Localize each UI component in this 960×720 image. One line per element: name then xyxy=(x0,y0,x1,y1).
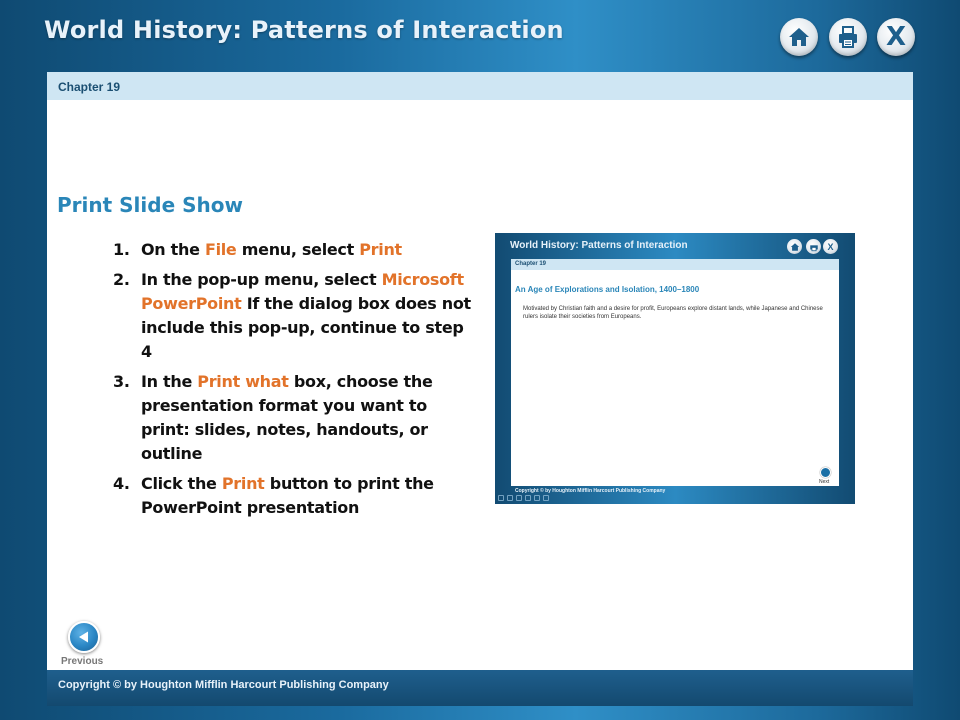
app-title: World History: Patterns of Interaction xyxy=(44,16,564,44)
previous-button[interactable] xyxy=(68,621,100,653)
step-text-part: On the xyxy=(141,240,205,259)
close-icon: X xyxy=(885,22,907,52)
chapter-bar xyxy=(47,72,913,100)
step-text xyxy=(141,370,473,466)
close-button[interactable] xyxy=(877,18,915,56)
printer-icon xyxy=(836,25,860,49)
preview-heading: An Age of Explorations and Isolation, 1400–1800 xyxy=(515,285,700,294)
slide-preview-image xyxy=(495,233,855,504)
previous-label: Previous xyxy=(61,656,104,667)
preview-body: Motivated by Christian faith and a desire for profit, Europeans explore distant lands, while Japanese and Chinese rulers isolate their societies from Europeans. xyxy=(523,306,823,320)
step-highlight: Print what xyxy=(197,372,289,391)
step-item xyxy=(113,370,473,466)
preview-toolbar xyxy=(498,495,549,501)
step-highlight: File xyxy=(204,240,237,259)
step-item xyxy=(113,472,473,520)
arrow-left-icon xyxy=(76,629,92,645)
step-text xyxy=(141,268,473,364)
step-item xyxy=(113,268,473,364)
preview-copyright: Copyright © by Houghton Mifflin Harcourt Publishing Company xyxy=(515,488,666,494)
print-button[interactable] xyxy=(829,18,867,56)
step-text-part: menu, select xyxy=(236,240,360,259)
home-button[interactable] xyxy=(780,18,818,56)
step-number: 2. xyxy=(113,270,130,289)
step-text xyxy=(141,472,473,520)
step-text-part: Click the xyxy=(141,474,222,493)
preview-chapter-label: Chapter 19 xyxy=(515,261,547,267)
step-number: 4. xyxy=(113,474,130,493)
preview-next-icon xyxy=(820,467,831,478)
footer-bar xyxy=(47,670,913,706)
step-number: 3. xyxy=(113,372,130,391)
step-item xyxy=(113,238,473,262)
section-title: Print Slide Show xyxy=(57,193,243,217)
preview-home-icon xyxy=(787,239,802,254)
preview-next-label: Next xyxy=(819,479,830,485)
preview-printer-icon xyxy=(806,239,821,254)
step-text-part: In the pop-up menu, select xyxy=(141,270,382,289)
step-text-part: button to print the PowerPoint presentation xyxy=(141,474,434,517)
chapter-label: Chapter 19 xyxy=(58,80,121,94)
preview-page xyxy=(511,259,839,486)
copyright-text: Copyright © by Houghton Mifflin Harcourt Publishing Company xyxy=(58,679,389,691)
preview-title: World History: Patterns of Interaction xyxy=(510,240,688,251)
content-panel xyxy=(47,72,913,670)
step-text-part: In the xyxy=(141,372,198,391)
step-text-part: box, choose the presentation format you want to print: slides, notes, handouts, or outline xyxy=(141,372,433,463)
preview-close-icon: X xyxy=(823,239,838,254)
step-number: 1. xyxy=(113,240,130,259)
steps-list xyxy=(113,238,473,526)
step-highlight: Microsoft PowerPoint xyxy=(141,270,464,313)
step-highlight: Print xyxy=(359,240,402,259)
step-text xyxy=(141,238,473,262)
preview-chapter-bar xyxy=(511,259,839,270)
home-icon xyxy=(787,25,811,49)
step-highlight: Print xyxy=(221,474,265,493)
step-text-part: If the dialog box does not include this pop-up, continue to step 4 xyxy=(141,294,471,361)
